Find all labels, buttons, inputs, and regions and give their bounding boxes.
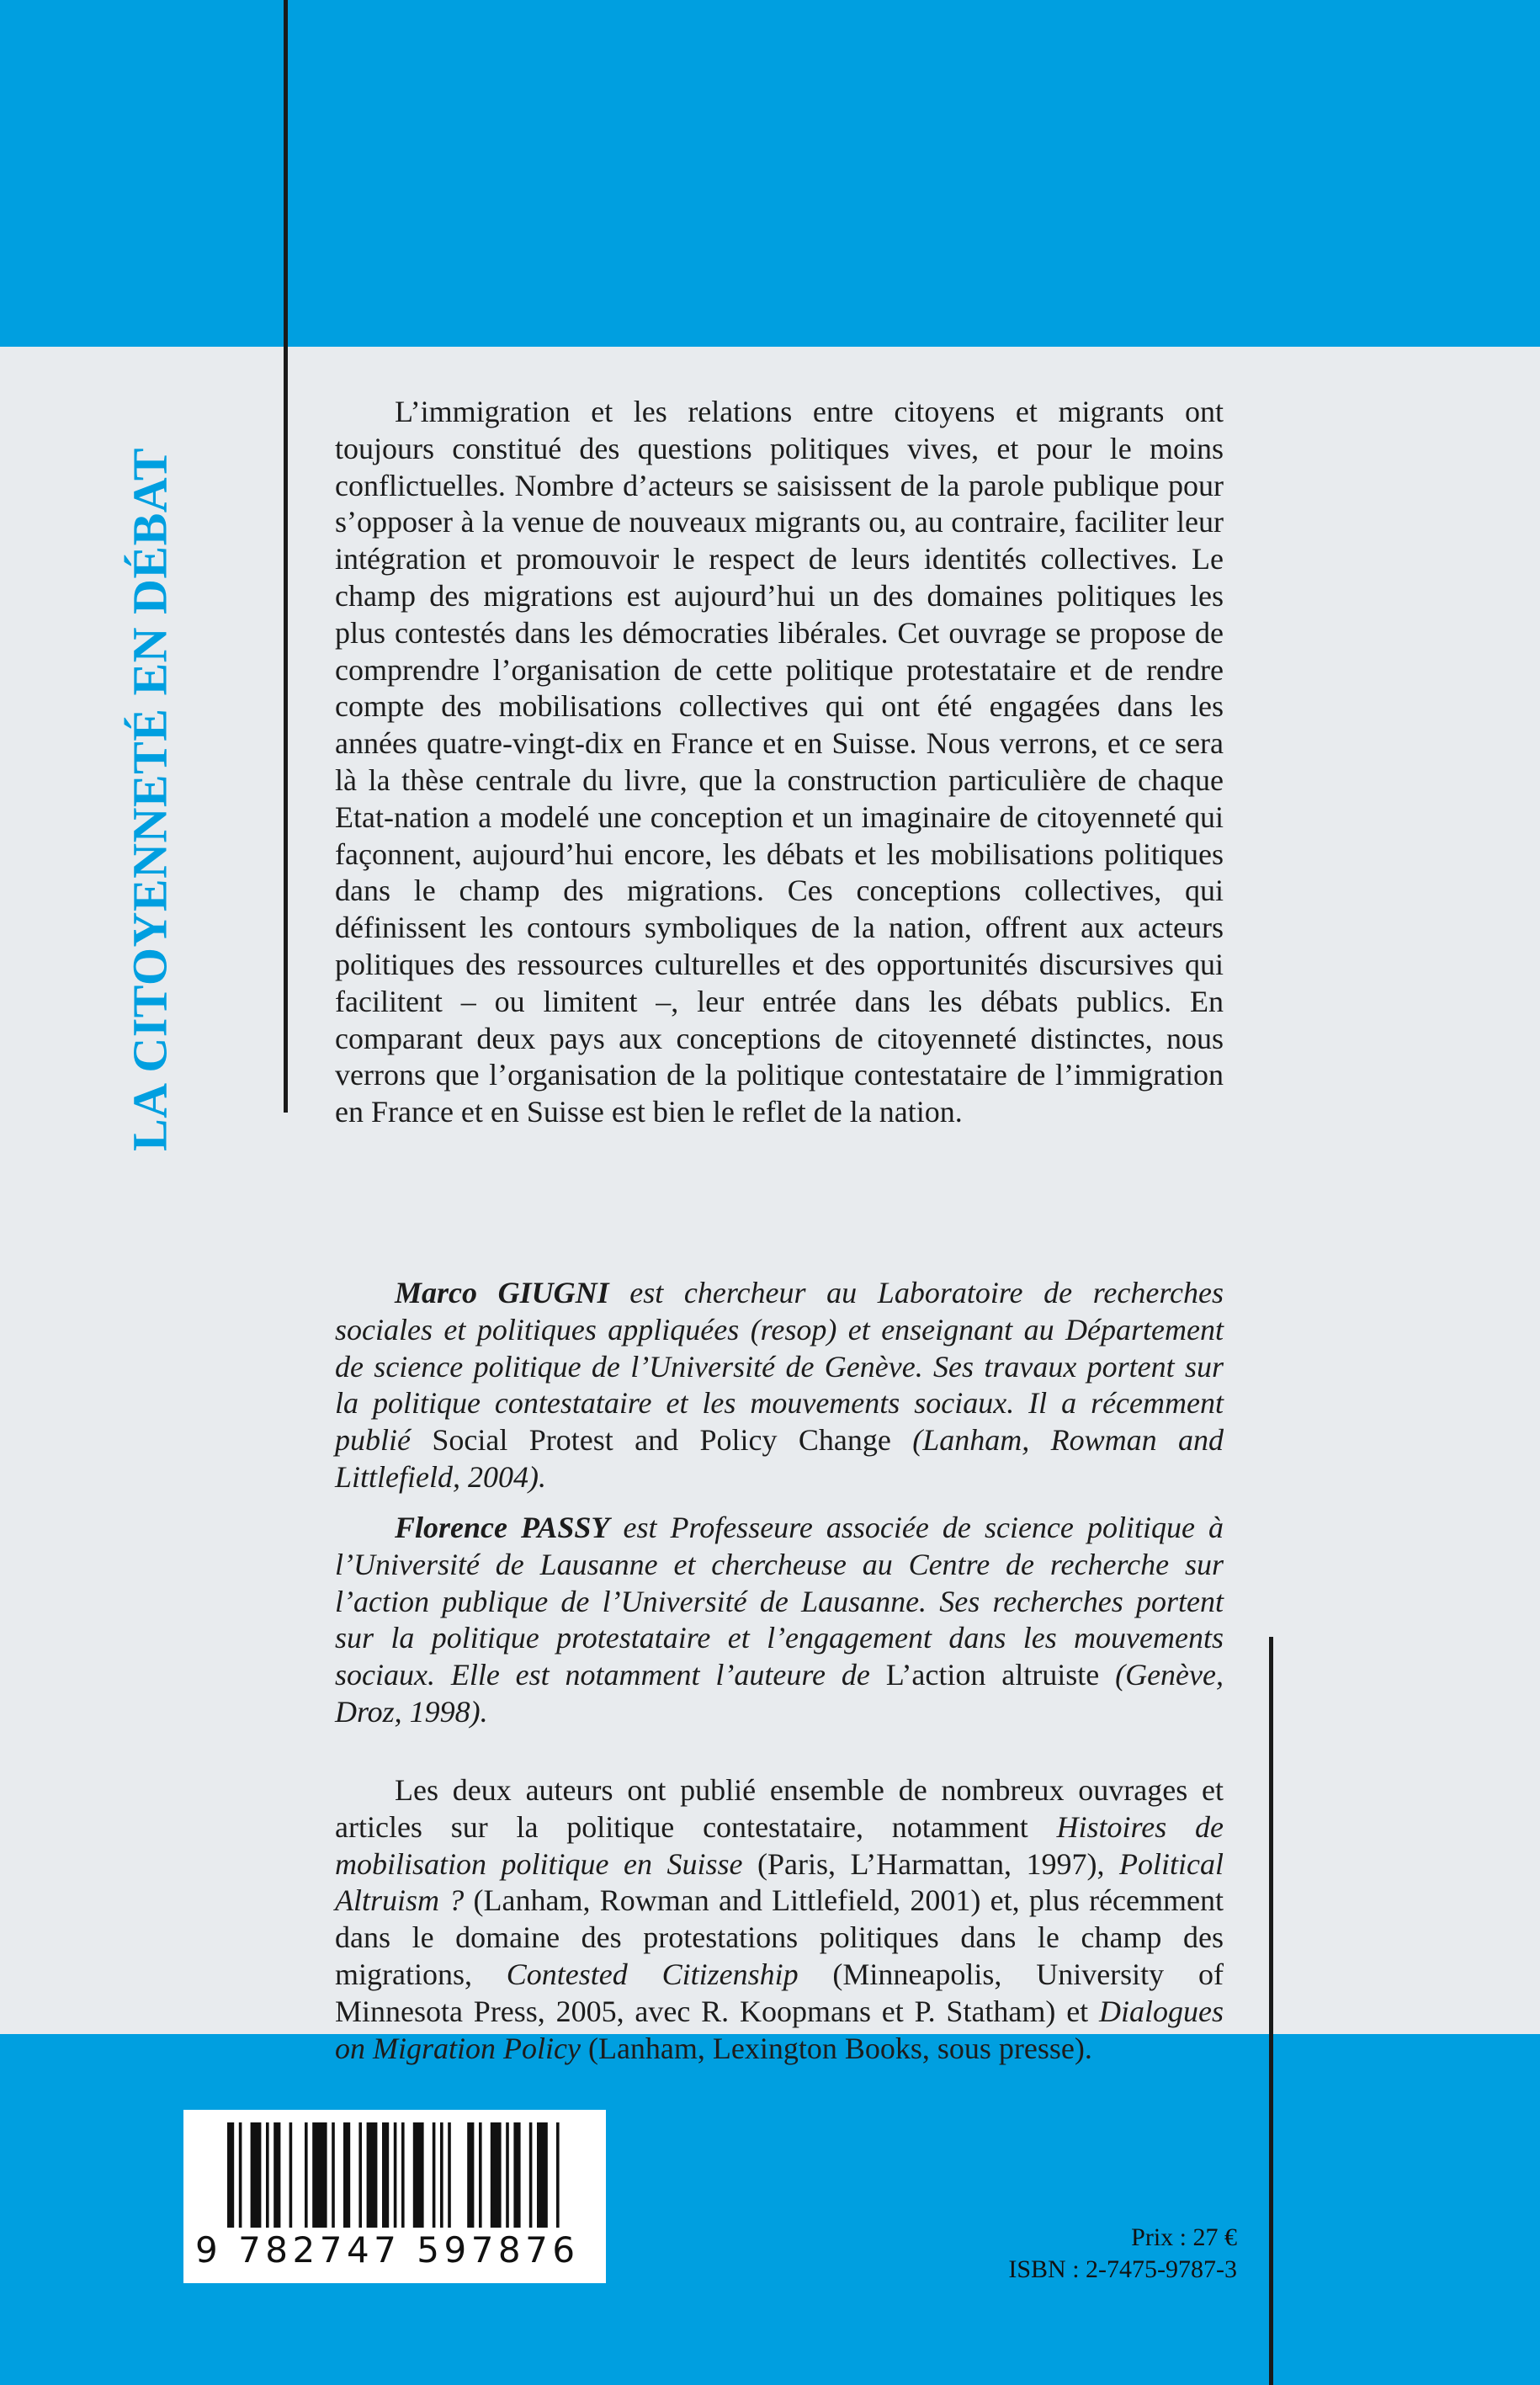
joint-text: Les deux auteurs ont publié ensemble de nombreux ouvrages et articles sur la politique contestataire, notamment (335, 1773, 1224, 1844)
barcode-bar (239, 2122, 242, 2228)
bio-tail: (Lanham, Rowman and Littlefield, 2004). (335, 1423, 1224, 1494)
price-info (1008, 2222, 1237, 2286)
barcode-bar (266, 2122, 269, 2228)
book-title: Social Protest and Policy Change (432, 1423, 891, 1458)
barcode-bar (467, 2122, 474, 2228)
author-bio-passy (335, 1510, 1224, 1731)
barcode-bar (479, 2122, 482, 2228)
barcode-bar (305, 2122, 308, 2228)
joint-text: (Lanham, Rowman and Littlefield, 2001) et, plus récemment dans le domaine des protestations politiques dans le champ des migrations, (335, 1883, 1224, 1991)
book-title: Political Altruism ? (335, 1846, 1224, 1918)
barcode-bar (529, 2122, 533, 2228)
bio-tail: (Genève, Droz, 1998). (335, 1658, 1224, 1729)
barcode-bar (491, 2122, 502, 2228)
joint-text: (Paris, L’Harmattan, 1997), (742, 1846, 1120, 1881)
barcode-bar (343, 2122, 350, 2228)
bio-text: est chercheur au Laboratoire de recherches sociales et politiques appliquées (resop) et enseignant au Département de science politique de l’Université de Genève. Ses travaux portent sur la politique contestataire et les mouvements sociaux. Il a récemment publié (335, 1276, 1224, 1458)
book-title: Histoires de mobilisation politique en Suisse (335, 1809, 1224, 1881)
barcode-bars (227, 2122, 564, 2228)
barcode-bar (556, 2122, 560, 2228)
joint-works-section (335, 1772, 1224, 2067)
author-name: Florence PASSY (395, 1511, 610, 1544)
summary-section (335, 394, 1224, 1131)
barcode-bar (440, 2122, 443, 2228)
book-title: Contested Citizenship (506, 1957, 799, 1991)
spine-title-text: LA CITOYENNETÉ EN DÉBAT (122, 447, 178, 1152)
left-vertical-rule (284, 0, 288, 1113)
barcode-bar (382, 2122, 389, 2228)
barcode-bar (448, 2122, 451, 2228)
top-color-band (0, 0, 1540, 347)
barcode-bar (312, 2122, 327, 2228)
author-bio-giugni (335, 1275, 1224, 1496)
barcode-bar (251, 2122, 262, 2228)
barcode-bar (273, 2122, 280, 2228)
joint-text: (Lanham, Lexington Books, sous presse). (580, 2031, 1092, 2065)
barcode-bar (289, 2122, 293, 2228)
barcode-bar (332, 2122, 335, 2228)
barcode-bar (358, 2122, 362, 2228)
barcode-bar (413, 2122, 424, 2228)
bio-text: est Professeure associée de science politique à l’Université de Lausanne et chercheuse au Centre de recherche sur l’action publique de l’Université de Lausanne. Ses recherches portent sur la politique protestataire et l’engagement dans les mouvements sociaux. Elle est notamment l’auteure de (335, 1511, 1224, 1692)
author-name: Marco GIUGNI (395, 1276, 609, 1309)
barcode-bar (401, 2122, 405, 2228)
joint-text: (Minneapolis, University of Minnesota Press, 2005, avec R. Koopmans et P. Statham) et (335, 1957, 1224, 2028)
barcode (183, 2110, 606, 2283)
book-title: L’action altruiste (885, 1658, 1100, 1692)
barcode-bar (433, 2122, 436, 2228)
barcode-bar (394, 2122, 397, 2228)
barcode-number: 9 782747 597876 (195, 2229, 580, 2271)
summary-paragraph: L’immigration et les relations entre citoyens et migrants ont toujours constitué des questions politiques vives, et pour le moins conflictuelles. Nombre d’acteurs se saisissent de la parole publique pour s’opposer à la venue de nouveaux migrants ou, au contraire, faciliter leur intégration et promouvoir le respect de leurs identités collectives. Le champ des migrations est aujourd’hui un des domaines politiques les plus contestés dans les démocraties libérales. Cet ouvrage se propose de comprendre l’organisation de cette politique protestataire et de rendre compte des mobilisations collectives qui ont été engagées dans les années quatre-vingt-dix en France et en Suisse. Nous verrons, et ce sera là la thèse centrale du livre, que la construction particulière de chaque Etat-nation a modelé une conception et un imaginaire de citoyenneté qui façonnent, aujourd’hui encore, les débats et les mobilisations politiques dans le champ des migrations. Ces conceptions collectives, qui définissent les contours symboliques de la nation, offrent aux acteurs politiques des ressources culturelles et des opportunités discursives qui facilitent – ou limitent –, leur entrée dans les débats publics. En comparant deux pays aux conceptions de citoyenneté distinctes, nous verrons que l’organisation de la politique contestataire de l’immigration en France et en Suisse est bien le reflet de la nation. (335, 395, 1224, 1129)
barcode-bar (367, 2122, 378, 2228)
barcode-bar (506, 2122, 509, 2228)
barcode-bar (513, 2122, 520, 2228)
barcode-bar (537, 2122, 548, 2228)
book-title: Dialogues on Migration Policy (335, 1994, 1224, 2065)
right-vertical-rule (1269, 1637, 1273, 2385)
barcode-bar (227, 2122, 234, 2228)
isbn-label: ISBN : 2-7475-9787-3 (1008, 2255, 1237, 2283)
price-label: Prix : 27 € (1131, 2223, 1237, 2251)
